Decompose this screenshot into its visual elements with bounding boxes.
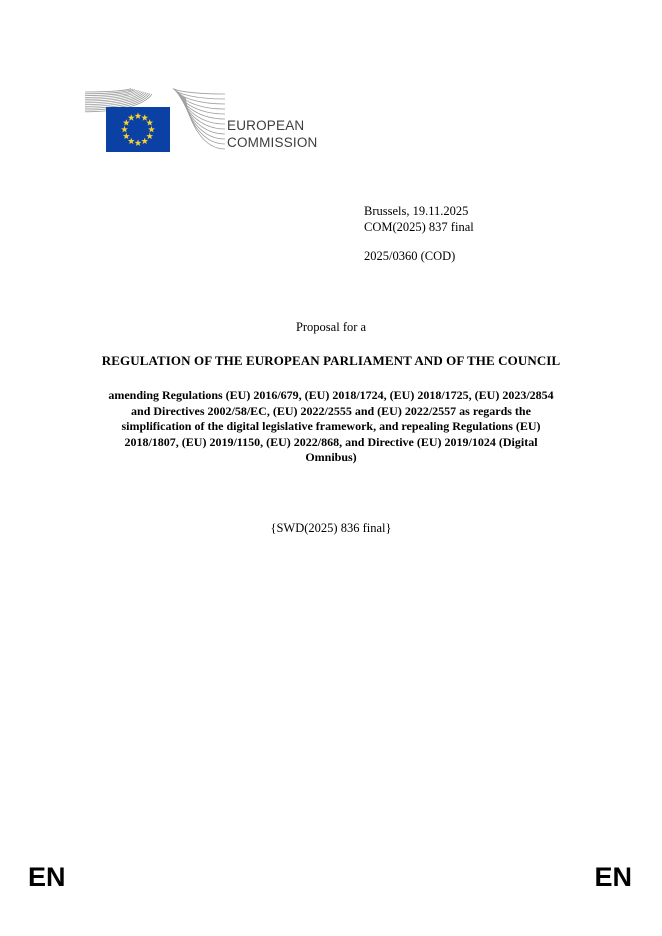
logo-wordmark-line2: COMMISSION	[227, 134, 318, 150]
subtitle-line: Omnibus)	[305, 450, 357, 465]
subtitle-line: simplification of the digital legislative framework, and repealing Regulations (EU)	[121, 419, 541, 434]
procedure-number: 2025/0360 (COD)	[364, 249, 456, 263]
subtitle-line: 2018/1807, (EU) 2019/1150, (EU) 2022/868, and Directive (EU) 2019/1024 (Digital	[124, 434, 538, 449]
language-marker-left: EN	[28, 862, 66, 892]
place-date: Brussels, 19.11.2025	[364, 204, 469, 218]
swd-reference: {SWD(2025) 836 final}	[270, 521, 392, 535]
european-commission-logo	[85, 88, 335, 163]
document-subtitle	[0, 388, 662, 466]
eu-flag-swoosh-icon	[85, 88, 225, 160]
logo-wordmark	[227, 118, 318, 151]
document-title: REGULATION OF THE EUROPEAN PARLIAMENT AND OF THE COUNCIL	[101, 353, 561, 368]
document-reference-block	[364, 203, 474, 264]
proposal-line: Proposal for a	[295, 320, 367, 334]
subtitle-line: amending Regulations (EU) 2016/679, (EU) 2018/1724, (EU) 2018/1725, (EU) 2023/2854	[108, 388, 554, 402]
language-marker-right: EN	[594, 862, 632, 892]
logo-wordmark-line1: EUROPEAN	[227, 118, 305, 133]
document-number: COM(2025) 837 final	[364, 220, 474, 234]
subtitle-line: and Directives 2002/58/EC, (EU) 2022/2555 and (EU) 2022/2557 as regards the	[131, 403, 531, 418]
